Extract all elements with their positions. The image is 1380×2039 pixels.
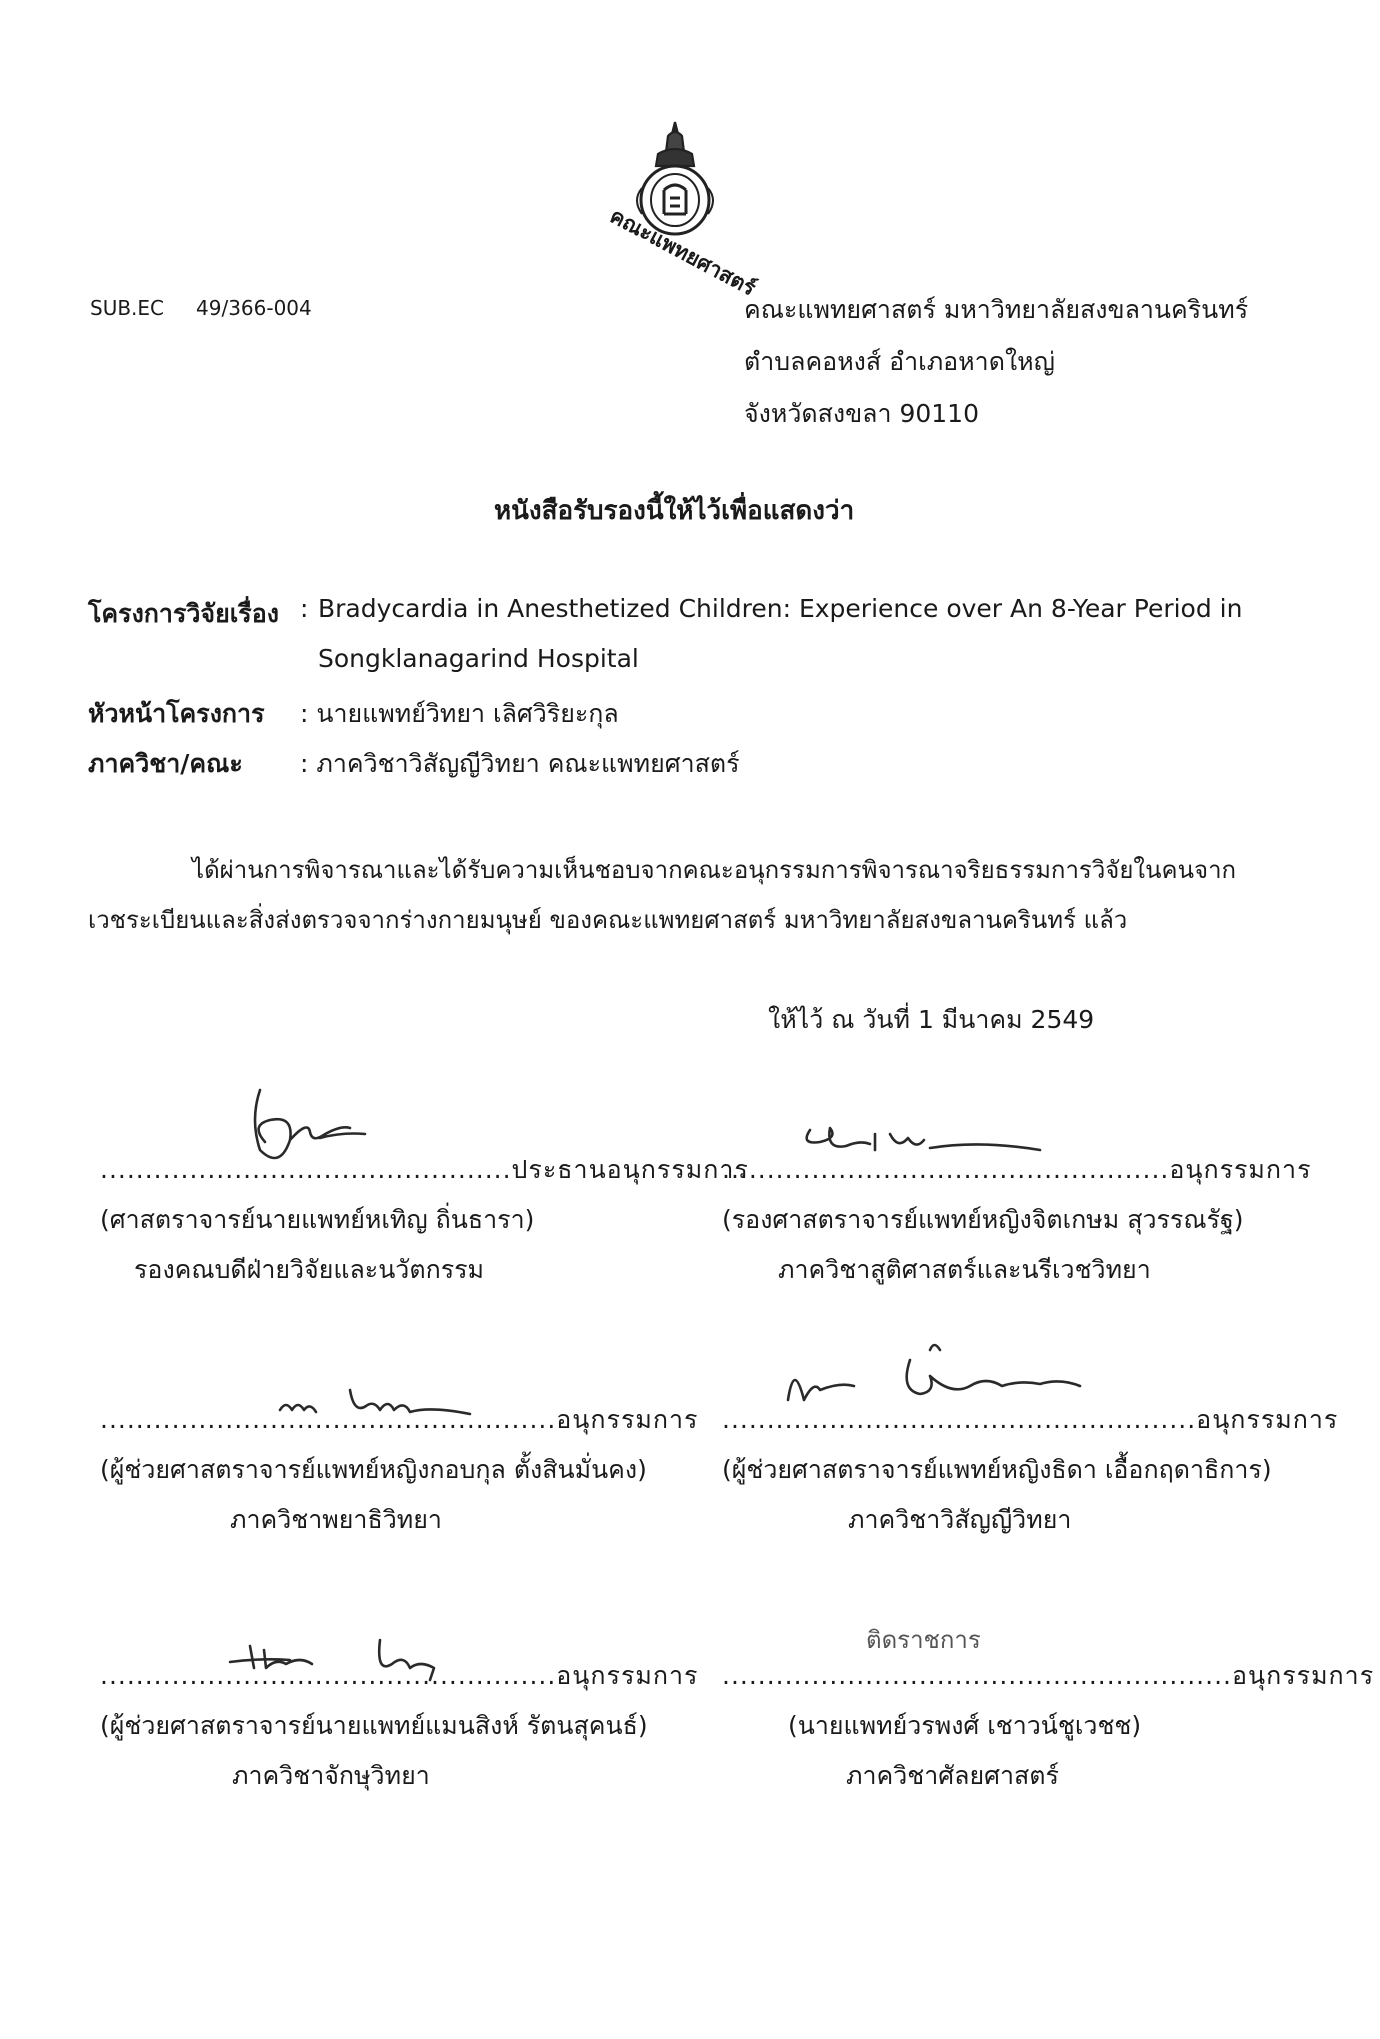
signature-6-line: .........................................................อนุกรรมการ bbox=[722, 1661, 1375, 1690]
signature-1-name: (ศาสตราจารย์นายแพทย์หเทิญ ถิ่นธารา) bbox=[100, 1205, 535, 1234]
address-line-1: คณะแพทยศาสตร์ มหาวิทยาลัยสงขลานครินทร์ bbox=[744, 295, 1249, 324]
project-dept-value: : ภาควิชาวิสัญญีวิทยา คณะแพทยศาสตร์ bbox=[300, 749, 740, 778]
ref-number: 49/366-004 bbox=[196, 296, 312, 320]
signature-6-name: (นายแพทย์วรพงศ์ เชาวน์ชูเวชช) bbox=[788, 1711, 1142, 1740]
signature-3-position: ภาควิชาพยาธิวิทยา bbox=[230, 1505, 442, 1534]
crest-seal bbox=[606, 118, 760, 301]
signature-6-position: ภาควิชาศัลยศาสตร์ bbox=[846, 1761, 1059, 1790]
address-line-2: ตำบลคอหงส์ อำเภอหาดใหญ่ bbox=[744, 347, 1055, 376]
signature-4-line: .....................................................อนุกรรมการ bbox=[722, 1405, 1339, 1434]
ref-code: SUB.EC bbox=[90, 296, 165, 320]
body-line-1: ได้ผ่านการพิจารณาและได้รับความเห็นชอบจากคณะอนุกรรมการพิจารณาจริยธรรมการวิจัยในคนจาก bbox=[192, 856, 1237, 884]
signature-3-line: ...................................................อนุกรรมการ bbox=[100, 1405, 699, 1434]
project-head-value: : นายแพทย์วิทยา เลิศวิริยะกุล bbox=[300, 699, 619, 728]
project-separator: : bbox=[300, 594, 309, 623]
signature-5-name: (ผู้ช่วยศาสตราจารย์นายแพทย์แมนสิงห์ รัตนสุคนธ์) bbox=[100, 1711, 648, 1740]
signature-3-name: (ผู้ช่วยศาสตราจารย์แพทย์หญิงกอบกุล ตั้งสินมั่นคง) bbox=[100, 1455, 647, 1484]
project-dept-label: ภาควิชา/คณะ bbox=[88, 749, 243, 778]
signature-5-position: ภาควิชาจักษุวิทยา bbox=[232, 1761, 430, 1790]
signature-2-line: ..................................................อนุกรรมการ bbox=[722, 1155, 1312, 1184]
project-label: โครงการวิจัยเรื่อง bbox=[88, 599, 279, 628]
body-line-2: เวชระเบียนและสิ่งส่งตรวจจากร่างกายมนุษย์ ของคณะแพทยศาสตร์ มหาวิทยาลัยสงขลานครินทร์ แล้ว bbox=[88, 906, 1128, 934]
signature-2-position: ภาควิชาสูติศาสตร์และนรีเวชวิทยา bbox=[778, 1255, 1151, 1284]
signature-1-line: ..............................................ประธานอนุกรรมการ bbox=[100, 1155, 749, 1184]
signature-4-position: ภาควิชาวิสัญญีวิทยา bbox=[848, 1505, 1072, 1534]
signature-5-line: ...................................................อนุกรรมการ bbox=[100, 1661, 699, 1690]
address-line-3: จังหวัดสงขลา 90110 bbox=[744, 399, 979, 428]
issue-date: ให้ไว้ ณ วันที่ 1 มีนาคม 2549 bbox=[768, 1005, 1095, 1034]
signature-4-name: (ผู้ช่วยศาสตราจารย์แพทย์หญิงธิดา เอื้อกฤดาธิการ) bbox=[722, 1455, 1272, 1484]
signature-1-position: รองคณบดีฝ่ายวิจัยและนวัตกรรม bbox=[134, 1255, 485, 1284]
project-title-line-2: Songklanagarind Hospital bbox=[318, 644, 639, 673]
signature-6-note: ติดราชการ bbox=[866, 1626, 981, 1654]
document-title: หนังสือรับรองนี้ให้ไว้เพื่อแสดงว่า bbox=[494, 496, 855, 526]
signature-2-name: (รองศาสตราจารย์แพทย์หญิงจิตเกษม สุวรรณรัฐ) bbox=[722, 1205, 1244, 1234]
seal-text: คณะแพทยศาสตร์ bbox=[606, 203, 760, 301]
project-head-label: หัวหน้าโครงการ bbox=[88, 699, 265, 728]
project-title-line-1: Bradycardia in Anesthetized Children: Experience over An 8-Year Period in bbox=[318, 594, 1243, 623]
